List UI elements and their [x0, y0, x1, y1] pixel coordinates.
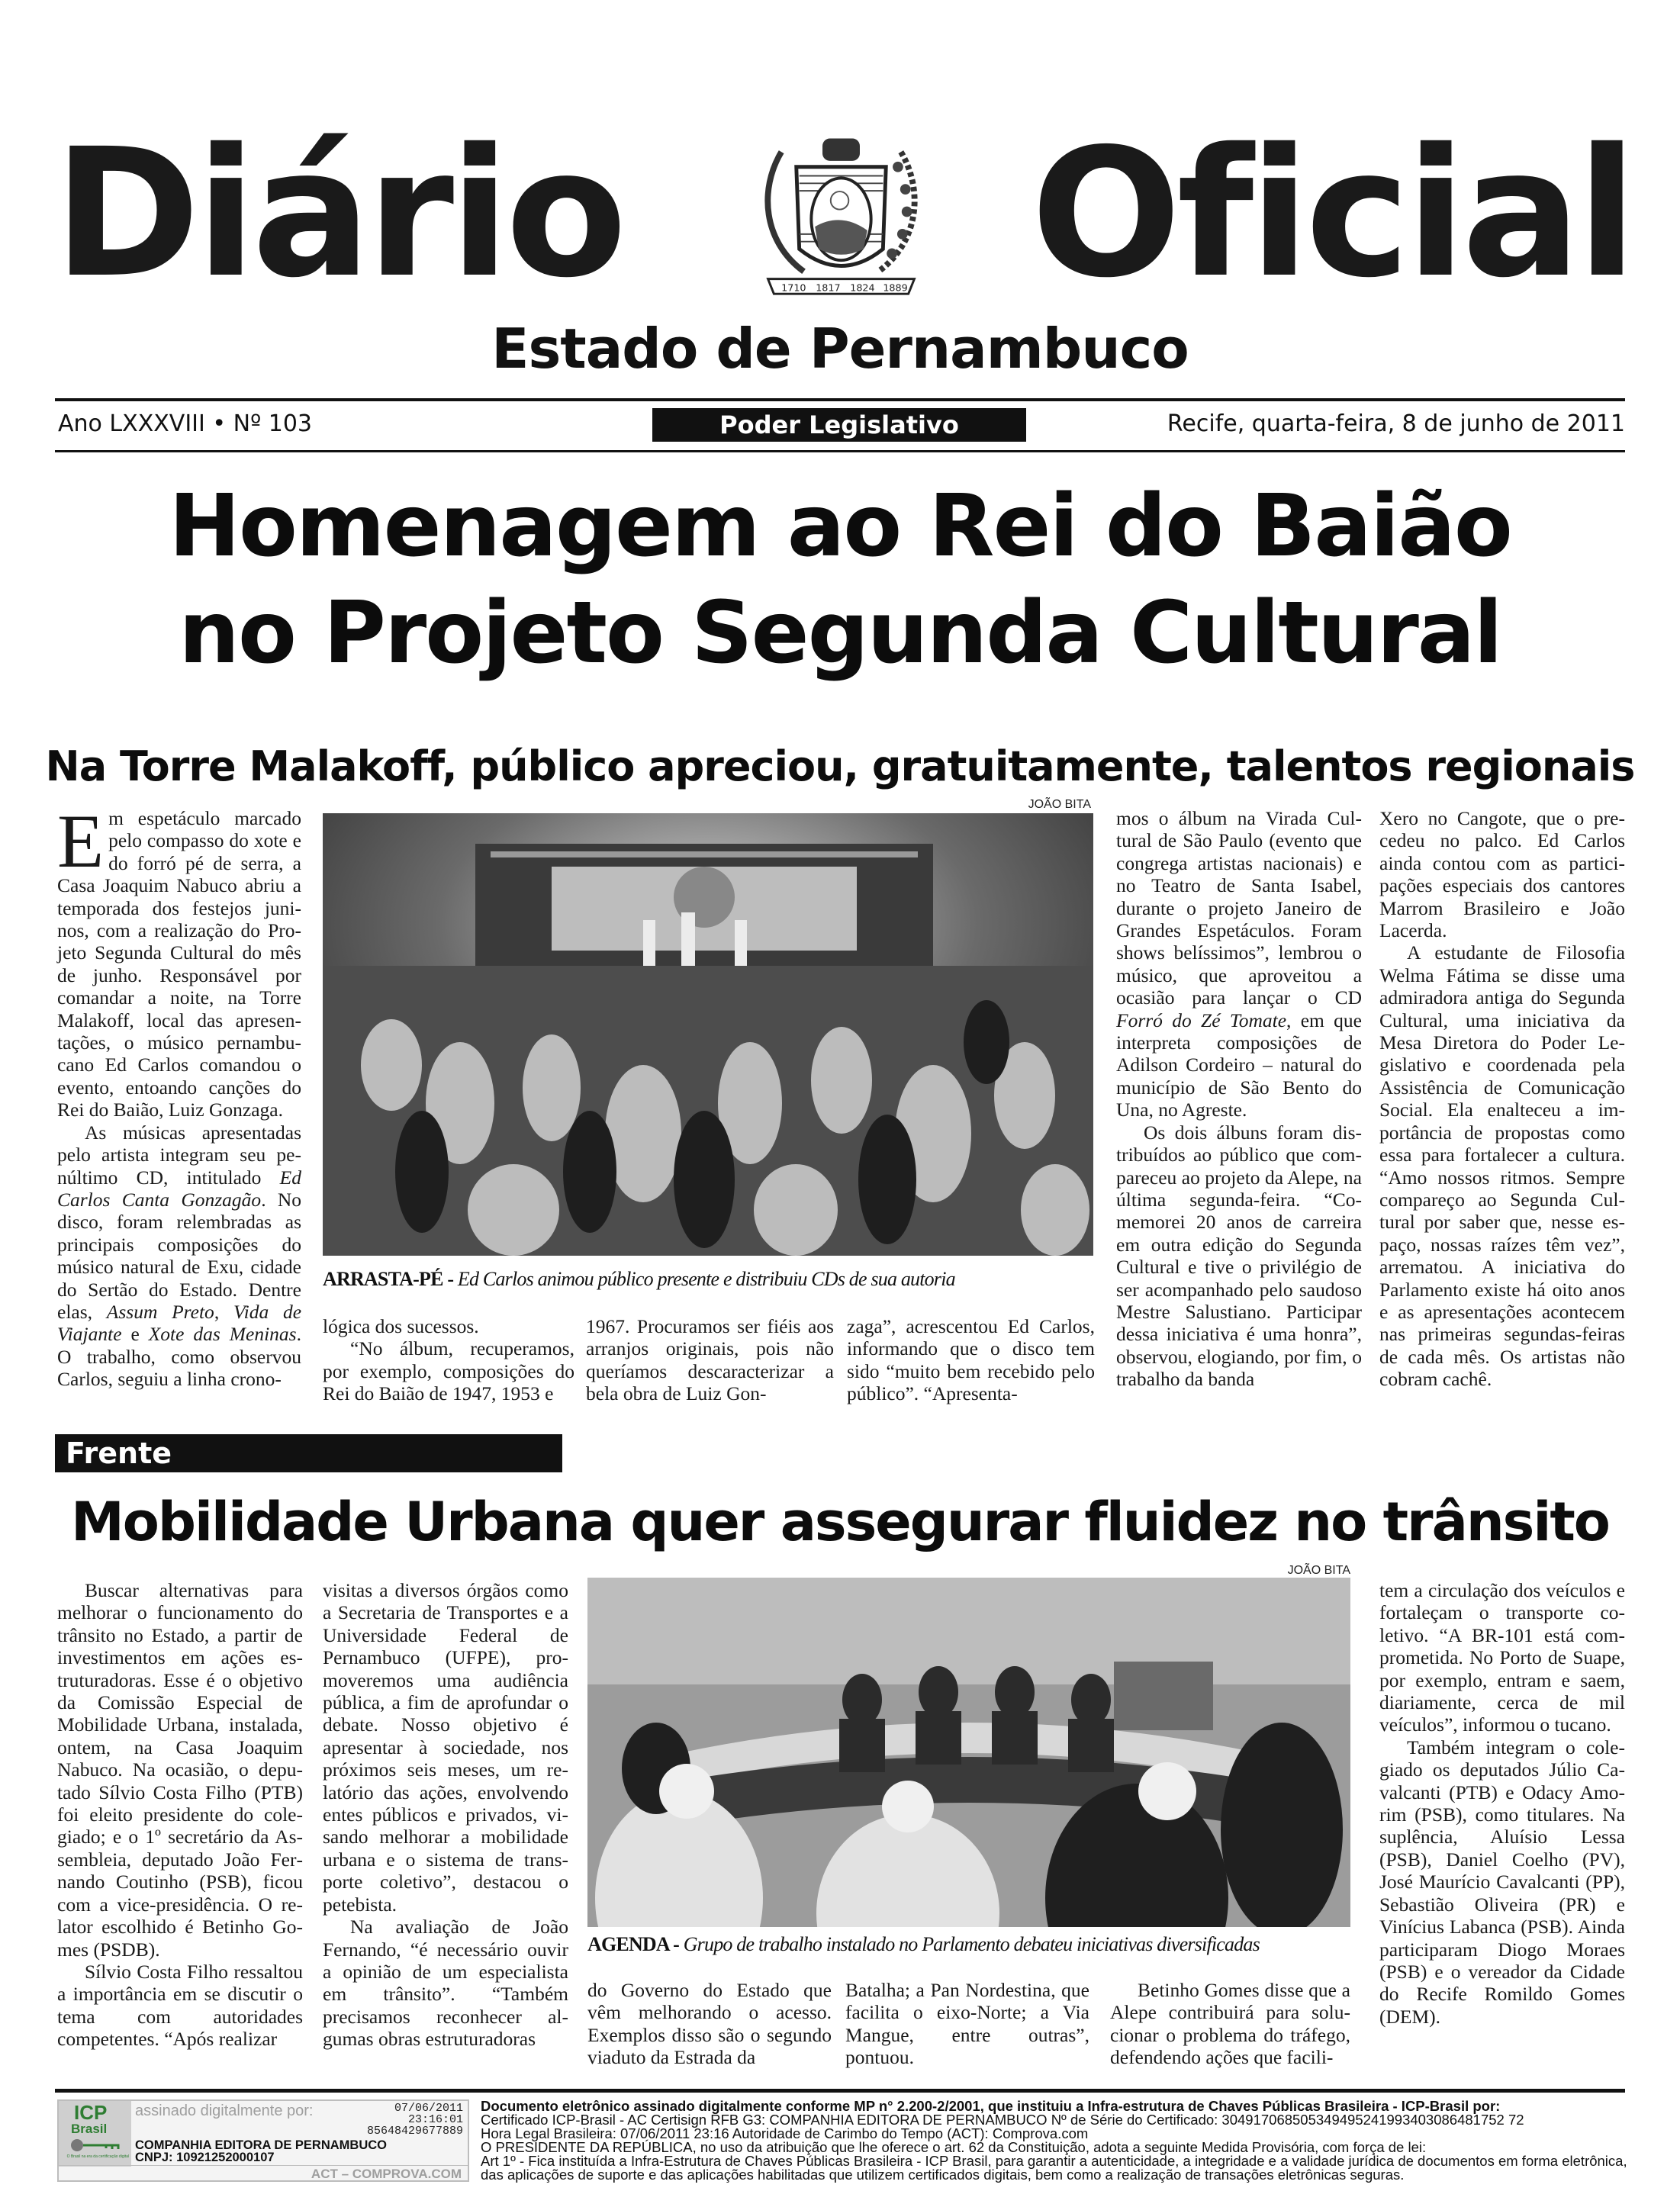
article1-column-3	[586, 1315, 834, 1405]
legal-notice	[481, 2099, 1671, 2182]
article1-col4-paragraph1: zaga”, acrescentou Ed Carlos, informando que o disco tem sido “muito bem recebido pelo público”. “Apresenta-	[847, 1315, 1095, 1405]
article2-caption-text: Grupo de trabalho instalado no Parlamento debateu iniciativas diversificadas	[683, 1933, 1260, 1955]
article2-col1-paragraph2: Sílvio Costa Filho ressaltou a importância em se discutir o tema com autoridades competentes. “Após realizar	[57, 1960, 303, 2051]
article1-caption-label: ARRASTA-PÉ -	[323, 1268, 454, 1290]
legal-line-5: Art 1º - Fica instituída a Infra-Estrutura de Chaves Públicas Brasileira - ICP Brasil, para garantir a autenticidade, a integridade e a validade jurídica de documentos em forma eletrônica,	[481, 2153, 1627, 2169]
masthead	[53, 111, 1633, 328]
signature-timestamp	[367, 2103, 463, 2137]
edition-date: Recife, quarta-feira, 8 de junho de 2011	[1167, 410, 1625, 437]
article1-column-5	[1116, 807, 1362, 1391]
article1-col1-paragraph1: m espetáculo marcado pelo compasso do xote e do forró pé de serra, a Casa Joaquim Nabuco abriu a temporada dos festejos juninos, com a realização do Projeto Segunda Cultural do mês de junho. Responsável por comandar a noite, na Torre Malakoff, local das apresentações, o músico pernambucano Ed Carlos comandou o evento, entoando canções do Rei do Baião, Luiz Gonzaga.	[57, 807, 301, 1121]
article1-column-6	[1379, 807, 1625, 1391]
section-badge: Poder Legislativo	[652, 408, 1026, 442]
signer-cnpj: CNPJ: 10921252000107	[135, 2151, 275, 2164]
masthead-title-oficial: Oficial	[1031, 111, 1633, 317]
article2-column-2	[323, 1579, 568, 2051]
article2-col3-paragraph1: do Governo do Estado que vêm melhorando o acesso. Exemplos disso são o segundo viaduto da Estrada da	[587, 1979, 832, 2069]
article1-col6-paragraph1: Xero no Cangote, que o precedeu no palco. Ed Carlos ainda contou com as participações especiais dos cantores Marrom Brasileiro e João Lacerda.	[1379, 807, 1625, 942]
signature-code: 85648429677889	[366, 2125, 463, 2138]
section-label-frente: Frente	[55, 1434, 562, 1472]
article1-column-1	[57, 799, 302, 1391]
article2-photo-credit: JOÃO BITA	[1287, 1564, 1350, 1577]
article1-photo-concert	[323, 813, 1093, 1256]
article2-column-1	[57, 1579, 303, 2051]
legal-line-1: Documento eletrônico assinado digitalmente conforme MP n° 2.200-2/2001, que instituiu a Infra-estrutura de Chaves Públicas Brasileira - ICP-Brasil por:	[481, 2098, 1501, 2114]
icp-brasil-logo	[59, 2101, 131, 2167]
article1-column-4	[847, 1315, 1095, 1405]
key-icon	[69, 2138, 123, 2153]
article1-col6-paragraph2: A estudante de Filosofia Welma Fátima se disse uma admiradora antiga do Segunda Cultural, uma iniciativa da Mesa Diretora do Poder Legislativo e coordenada pela Assistência de Comunicação Social. Ela enalteceu a importância de propostas como essa para fortalecer a cultura. “Amo nossos ritmos. Sempre compareço ao Segunda Cultural por saber que, nesse espaço, nossas raízes têm vez”, arrematou. A iniciativa do Parlamento existe há oito anos e as apresentações acontecem nas primeiras segundas-feiras de cada mês. Os artistas não cobram cachê.	[1379, 941, 1625, 1391]
signature-date: 07/06/2011	[394, 2102, 463, 2115]
article1-headline-line2: no Projeto Segunda Cultural	[179, 584, 1501, 683]
edition-number: Ano LXXXVIII • Nº 103	[58, 410, 313, 437]
article2-col2-paragraph2: Na avaliação de João Fernando, “é necessário ouvir a opinião de um especialista em trânsito”. “Também precisamos reconhecer algumas obras estruturadoras	[323, 1916, 568, 2051]
signature-time: 23:16:01	[407, 2113, 463, 2126]
legal-line-6: das aplicações de suporte e das aplicações habilitadas que utilizem certificados digitais, bem como a realização de transações eletrônicas seguras.	[481, 2167, 1405, 2183]
article1-headline-line1: Homenagem ao Rei do Baião	[169, 477, 1511, 576]
masthead-rule-bottom	[55, 450, 1625, 452]
masthead-subtitle: Estado de Pernambuco	[491, 317, 1189, 381]
icp-logo-text: ICP	[74, 2101, 108, 2124]
article2-photo-caption	[587, 1933, 1260, 1956]
article2-col2-paragraph1: visitas a diversos órgãos como a Secretaria de Transportes e a Universidade Federal de Pernambuco (UFPE), promoveremos uma audiência pública, a fim de aprofundar o debate. Nosso objetivo é apresentar à sociedade, nos próximos seis meses, um relatório das ações, envolvendo entes públicos e privados, visando melhorar a mobilidade urbana e o sistema de transporte coletivo”, destacou o petebista.	[323, 1579, 568, 1916]
stamp-divider	[59, 2165, 468, 2166]
article2-column-5	[1110, 1979, 1350, 2069]
digital-signature-stamp	[57, 2099, 469, 2182]
signed-by-label: assinado digitalmente por:	[135, 2103, 314, 2119]
dropcap: E	[57, 799, 105, 883]
article2-column-4	[845, 1979, 1089, 2069]
legal-line-2: Certificado ICP-Brasil - AC Certisign RFB G3: COMPANHIA EDITORA DE PERNAMBUCO Nº de Série do Certificado: 304917068505349495241993403086481752 72	[481, 2112, 1524, 2128]
coat-of-arms-seal-icon	[751, 122, 931, 301]
article1-col1-paragraph2: As músicas apresentadas pelo artista integram seu penúltimo CD, intitulado Ed Carlos Canta Gonzagão. No disco, foram relembradas as principais composições do músico natural de Exu, cidade do Sertão do Estado. Dentre elas, Assum Preto, Vida de Viajante e Xote das Meninas. O trabalho, como observou Carlos, seguiu a linha crono-	[57, 1121, 302, 1391]
article2-column-6	[1379, 1579, 1625, 2028]
seal-year-4: 1889	[883, 282, 908, 294]
article2-photo-meeting	[587, 1578, 1350, 1927]
icp-logo-brasil: Brasil	[71, 2122, 108, 2136]
article1-column-2	[323, 1315, 574, 1405]
article2-headline: Mobilidade Urbana quer assegurar fluidez no trânsito	[71, 1491, 1609, 1553]
seal-year-2: 1817	[816, 282, 841, 294]
article1-photo-credit: JOÃO BITA	[1028, 798, 1091, 811]
masthead-title-diario: Diário	[53, 111, 623, 317]
article1-col5-paragraph2: Os dois álbuns foram distribuídos ao público que compareceu ao projeto da Alepe, na última segunda-feira. “Comemorei 20 anos de carreira em outra edição do Segunda Cultural e tive o privilégio de ser acompanhado pelo saudoso Mestre Salustiano. Participar dessa iniciativa é uma honra”, observou, elogiando, por fim, o trabalho da banda	[1116, 1121, 1362, 1391]
seal-year-1: 1710	[781, 282, 806, 294]
article1-col5-paragraph1: mos o álbum na Virada Cultural de São Paulo (evento que congrega artistas nacionais) e no Teatro de Santa Isabel, durante o projeto Janeiro de Grandes Espetáculos. Foram shows belíssimos”, lembrou o músico, que aproveitou a ocasião para lançar o CD Forró do Zé Tomate, em que interpreta composições de Adilson Cordeiro – natural do município de São Bento do Una, no Agreste.	[1116, 807, 1362, 1121]
article2-col5-paragraph1: Betinho Gomes disse que a Alepe contribuirá para solucionar o problema do tráfego, defendendo ações que facili-	[1110, 1979, 1350, 2069]
article2-column-3	[587, 1979, 832, 2069]
article2-col6-paragraph2: Também integram o colegiado os deputados Júlio Cavalcanti (PTB) e Odacy Amorim (PSB), como titulares. Na suplência, Aluísio Lessa (PSB), Daniel Coelho (PV), José Maurício Cavalcanti (PP), Sebastião Oliveira (PR) e Vinícius Labanca (PSB). Ainda participaram Diogo Moraes (PSB) e o vereador da Cidade do Recife Romildo Gomes (DEM).	[1379, 1736, 1625, 2028]
article2-caption-label: AGENDA -	[587, 1933, 679, 1955]
icp-logo-tagline: O Brasil na era da certificação digital	[66, 2154, 129, 2159]
masthead-rule-top	[55, 398, 1625, 401]
article1-col2-paragraph1: lógica dos sucessos.	[323, 1315, 479, 1337]
article1-col2-paragraph2: “No álbum, recuperamos, por exemplo, composições do Rei do Baião de 1947, 1953 e	[323, 1337, 574, 1405]
article1-caption-text: Ed Carlos animou público presente e distribuiu CDs de sua autoria	[457, 1268, 955, 1290]
footer-rule	[55, 2089, 1625, 2093]
article2-col4-paragraph1: Batalha; a Pan Nordestina, que facilita o eixo-Norte; a Via Mangue, entre outras”, pontuou.	[845, 1979, 1089, 2069]
legal-line-4: O PRESIDENTE DA REPÚBLICA, no uso da atribuição que lhe oferece o art. 62 da Constituição, adota a seguinte Medida Provisória, com força de lei:	[481, 2139, 1427, 2155]
act-comprova-label: ACT – COMPROVA.COM	[311, 2167, 462, 2181]
signer-company: COMPANHIA EDITORA DE PERNAMBUCO	[135, 2138, 388, 2152]
article1-col3-paragraph1: 1967. Procuramos ser fiéis aos arranjos originais, pois não queríamos descaracterizar a bela obra de Luiz Gon-	[586, 1315, 834, 1405]
article2-col6-paragraph1: tem a circulação dos veículos e fortaleçam o transporte coletivo. “A BR-101 está comprometida. No Porto de Suape, por exemplo, entram e saem, diariamente, cerca de mil veículos”, informou o tucano.	[1379, 1579, 1625, 1736]
seal-year-3: 1824	[850, 282, 875, 294]
article2-col1-paragraph1: Buscar alternativas para melhorar o funcionamento do trânsito no Estado, a partir de investimentos em ações estruturadoras. Esse é o objetivo da Comissão Especial de Mobilidade Urbana, instalada, ontem, na Casa Joaquim Nabuco. Na ocasião, o deputado Sílvio Costa Filho (PTB) foi eleito presidente do colegiado; e o 1º secretário da Assembleia, deputado João Fernando Coutinho (PSB), ficou com a vice-presidência. O relator escolhido é Betinho Gomes (PSDB).	[57, 1579, 303, 1961]
legal-line-3: Hora Legal Brasileira: 07/06/2011 23:16 Autoridade de Carimbo do Tempo (ACT): Comprova.com	[481, 2125, 1089, 2141]
article1-deck: Na Torre Malakoff, público apreciou, gratuitamente, talentos regionais	[45, 742, 1635, 790]
article1-photo-caption	[323, 1268, 955, 1291]
